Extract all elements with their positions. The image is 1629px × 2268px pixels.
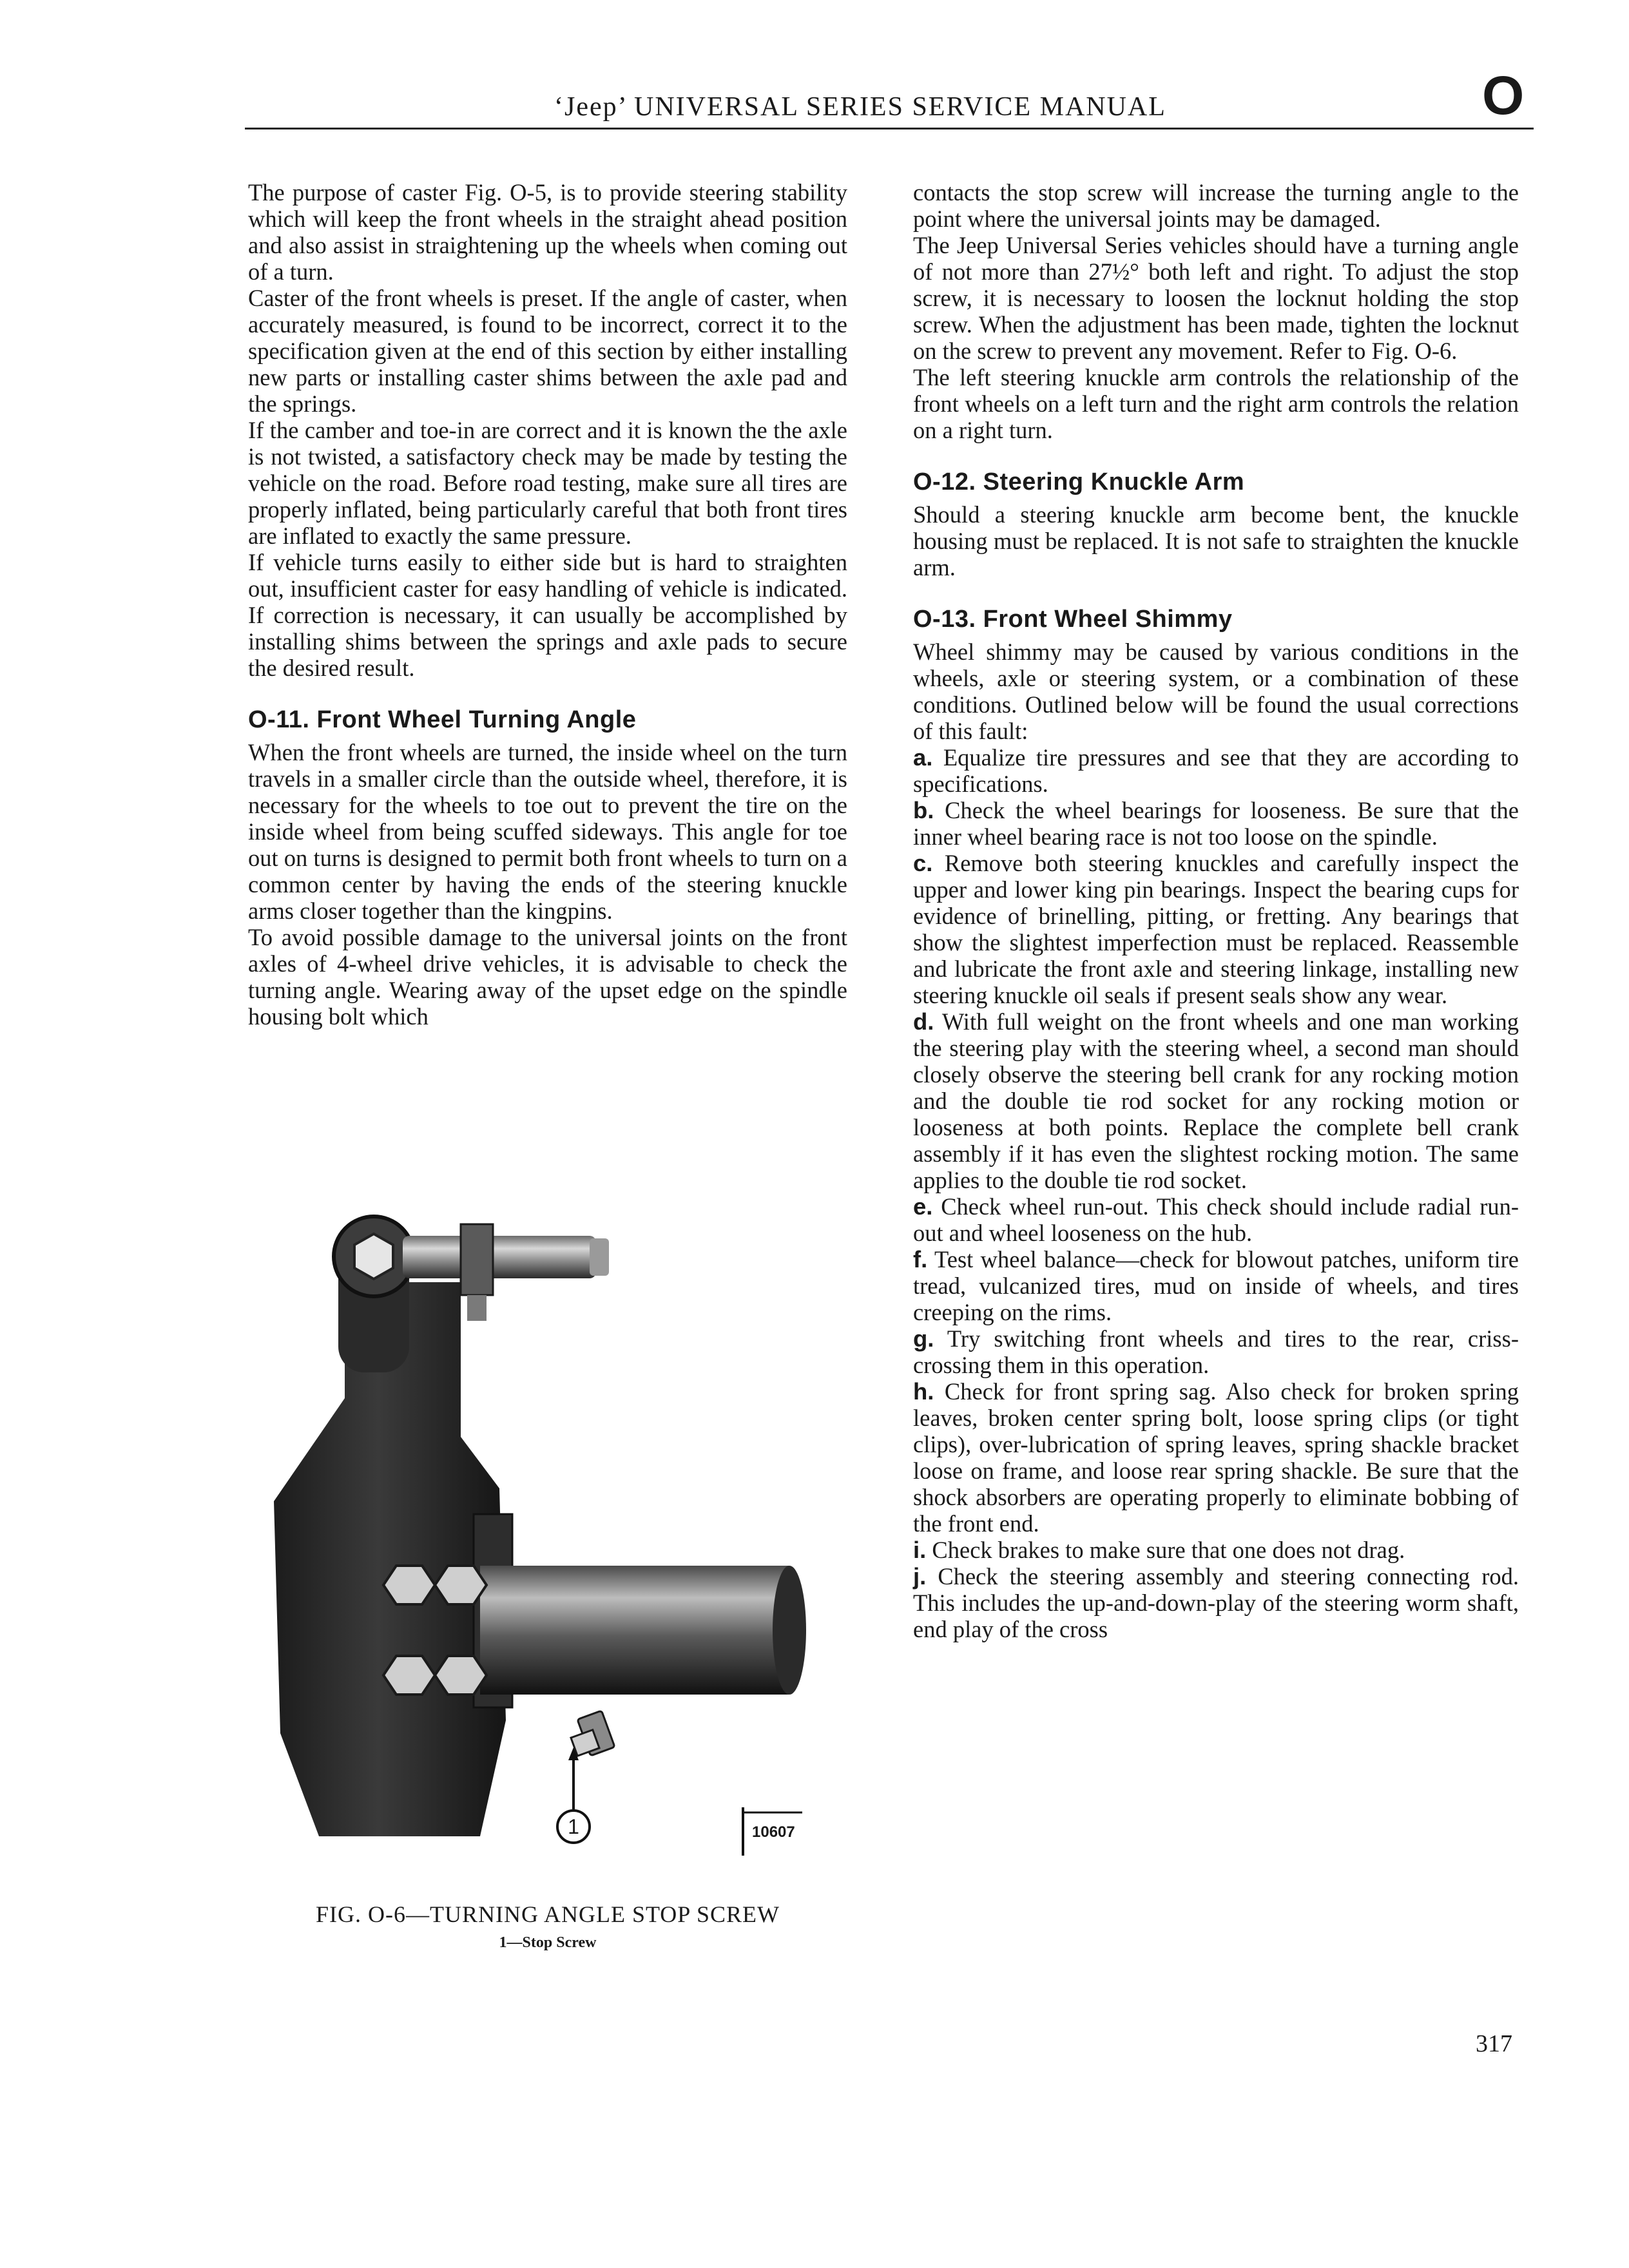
page-number: 317 — [1476, 2030, 1512, 2057]
list-item — [913, 1008, 1519, 1193]
list-item-text: Check the wheel bearings for looseness. Be sure that the inner wheel bearing race is not too loose on the spindle. — [913, 797, 1519, 850]
section-heading-o13: O-13. Front Wheel Shimmy — [913, 606, 1233, 633]
image-number: 10607 — [752, 1823, 795, 1841]
list-item-text: With full weight on the front wheels and one man working the steering play with the steering wheel, a second man should closely observe the steering bell crank for any rocking motion and the double tie rod socket for any rocking motion or looseness at both points. Replace the complete bell crank assembly if it has even the slightest rocking motion. The same applies to the double tie rod socket. — [913, 1008, 1519, 1193]
paragraph: To avoid possible damage to the universal joints on the front axles of 4-wheel drive vehicles, it is advisable to check the turning angle. Wearing away of the upset edge on the spindle housing bolt which — [248, 924, 847, 1030]
list-item-letter: a. — [913, 744, 933, 771]
list-item-text: Check wheel run-out. This check should include radial run-out and wheel looseness on the hub. — [913, 1193, 1519, 1246]
section-heading-o12: O-12. Steering Knuckle Arm — [913, 468, 1245, 495]
list-item — [913, 850, 1519, 1008]
list-item — [913, 1537, 1519, 1563]
right-column — [913, 179, 1519, 1642]
list-item-letter: g. — [913, 1325, 934, 1352]
figure-caption: FIG. O-6—TURNING ANGLE STOP SCREW — [315, 1901, 780, 1927]
paragraph: When the front wheels are turned, the inside wheel on the turn travels in a smaller circle than the outside wheel, therefore, it is necessary for the wheels to toe out to prevent the tire on the inside wheel from being scuffed sideways. This angle for toe out on turns is designed to permit both front wheels to turn on a common center by having the ends of the steering knuckle arms closer together than the kingpins. — [248, 739, 847, 924]
left-column — [248, 179, 847, 1030]
figure-o6-illustration — [248, 1205, 847, 1888]
section-letter: O — [1482, 65, 1525, 126]
paragraph: contacts the stop screw will increase the turning angle to the point where the universal joints may be damaged. — [913, 179, 1519, 232]
list-item-text: Check brakes to make sure that one does not drag. — [932, 1537, 1405, 1563]
list-item-text: Remove both steering knuckles and carefully inspect the upper and lower king pin bearings. Inspect the bearing cups for evidence of brinelling, pitting, or fretting. Any bearings that show the slightest imperfection must be replaced. Reassemble and lubricate the front axle and steering linkage, installing new steering knuckle oil seals if present seals show any wear. — [913, 850, 1519, 1008]
section-heading-o11: O-11. Front Wheel Turning Angle — [248, 706, 637, 733]
list-item-text: Try switching front wheels and tires to the rear, criss-crossing them in this operation. — [913, 1325, 1519, 1378]
list-item — [913, 1563, 1519, 1642]
list-item-letter: c. — [913, 850, 933, 876]
list-item-letter: j. — [913, 1563, 927, 1590]
list-item — [913, 744, 1519, 797]
list-item-letter: i. — [913, 1537, 927, 1563]
list-item — [913, 1246, 1519, 1325]
steering-knuckle-drawing — [248, 1205, 847, 1888]
list-item — [913, 1193, 1519, 1246]
running-header — [245, 82, 1534, 134]
list-item — [913, 1325, 1519, 1378]
list-item-text: Test wheel balance—check for blowout patches, uniform tire tread, vulcanized tires, mud on inside of wheels, and tires creeping on the rims. — [913, 1246, 1519, 1325]
paragraph: Should a steering knuckle arm become bent, the knuckle housing must be replaced. It is not safe to straighten the knuckle arm. — [913, 501, 1519, 581]
figure-caption-block — [248, 1901, 847, 1952]
paragraph: The purpose of caster Fig. O-5, is to provide steering stability which will keep the front wheels in the straight ahead position and also assist in straightening up the wheels when coming out of a turn. — [248, 179, 847, 285]
callout-number: 1 — [568, 1815, 579, 1838]
callout-circle — [556, 1809, 591, 1844]
paragraph: The Jeep Universal Series vehicles should have a turning angle of not more than 27½° both left and right. To adjust the stop screw, it is necessary to loosen the locknut holding the stop screw. When the adjustment has been made, tighten the locknut on the screw to prevent any movement. Refer to Fig. O-6. — [913, 232, 1519, 364]
paragraph: If the camber and toe-in are correct and it is known the the axle is not twisted, a satisfactory check may be made by testing the vehicle on the road. Before road testing, make sure all tires are properly inflated, being particularly careful that both front tires are inflated to exactly the same pressure. — [248, 417, 847, 549]
list-item — [913, 1378, 1519, 1537]
list-item-letter: b. — [913, 797, 934, 823]
list-item-text: Check for front spring sag. Also check for broken spring leaves, broken center spring bolt, loose spring clips (or tight clips), over-lubrication of spring leaves, spring shackle bracket loose on frame, and loose rear spring shackle. Be sure that the shock absorbers are operating properly to eliminate bobbing of the front end. — [913, 1378, 1519, 1537]
list-item-letter: h. — [913, 1378, 934, 1405]
list-item-letter: d. — [913, 1008, 934, 1035]
paragraph: If vehicle turns easily to either side but is hard to straighten out, insufficient caster for easy handling of vehicle is indicated. If correction is necessary, it can usually be accomplished by installing shims between the springs and axle pads to secure the desired result. — [248, 549, 847, 681]
manual-title: ‘Jeep’ UNIVERSAL SERIES SERVICE MANUAL — [554, 92, 1166, 122]
list-item-letter: e. — [913, 1193, 933, 1220]
paragraph: The left steering knuckle arm controls the relationship of the front wheels on a left turn and the right arm controls the relation on a right turn. — [913, 364, 1519, 443]
list-item — [913, 797, 1519, 850]
paragraph: Caster of the front wheels is preset. If the angle of caster, when accurately measured, is found to be incorrect, correct it to the specification given at the end of this section by either installing new parts or installing caster shims between the axle pad and the springs. — [248, 285, 847, 417]
list-item-text: Check the steering assembly and steering connecting rod. This includes the up-and-down-play of the steering worm shaft, end play of the cross — [913, 1563, 1519, 1642]
list-item-letter: f. — [913, 1246, 928, 1273]
list-item-text: Equalize tire pressures and see that they are according to specifications. — [913, 744, 1519, 797]
header-rule — [245, 128, 1534, 130]
figure-legend: 1—Stop Screw — [499, 1934, 597, 1951]
paragraph: Wheel shimmy may be caused by various conditions in the wheels, axle or steering system, or a combination of these conditions. Outlined below will be found the usual corrections of this fault: — [913, 639, 1519, 744]
